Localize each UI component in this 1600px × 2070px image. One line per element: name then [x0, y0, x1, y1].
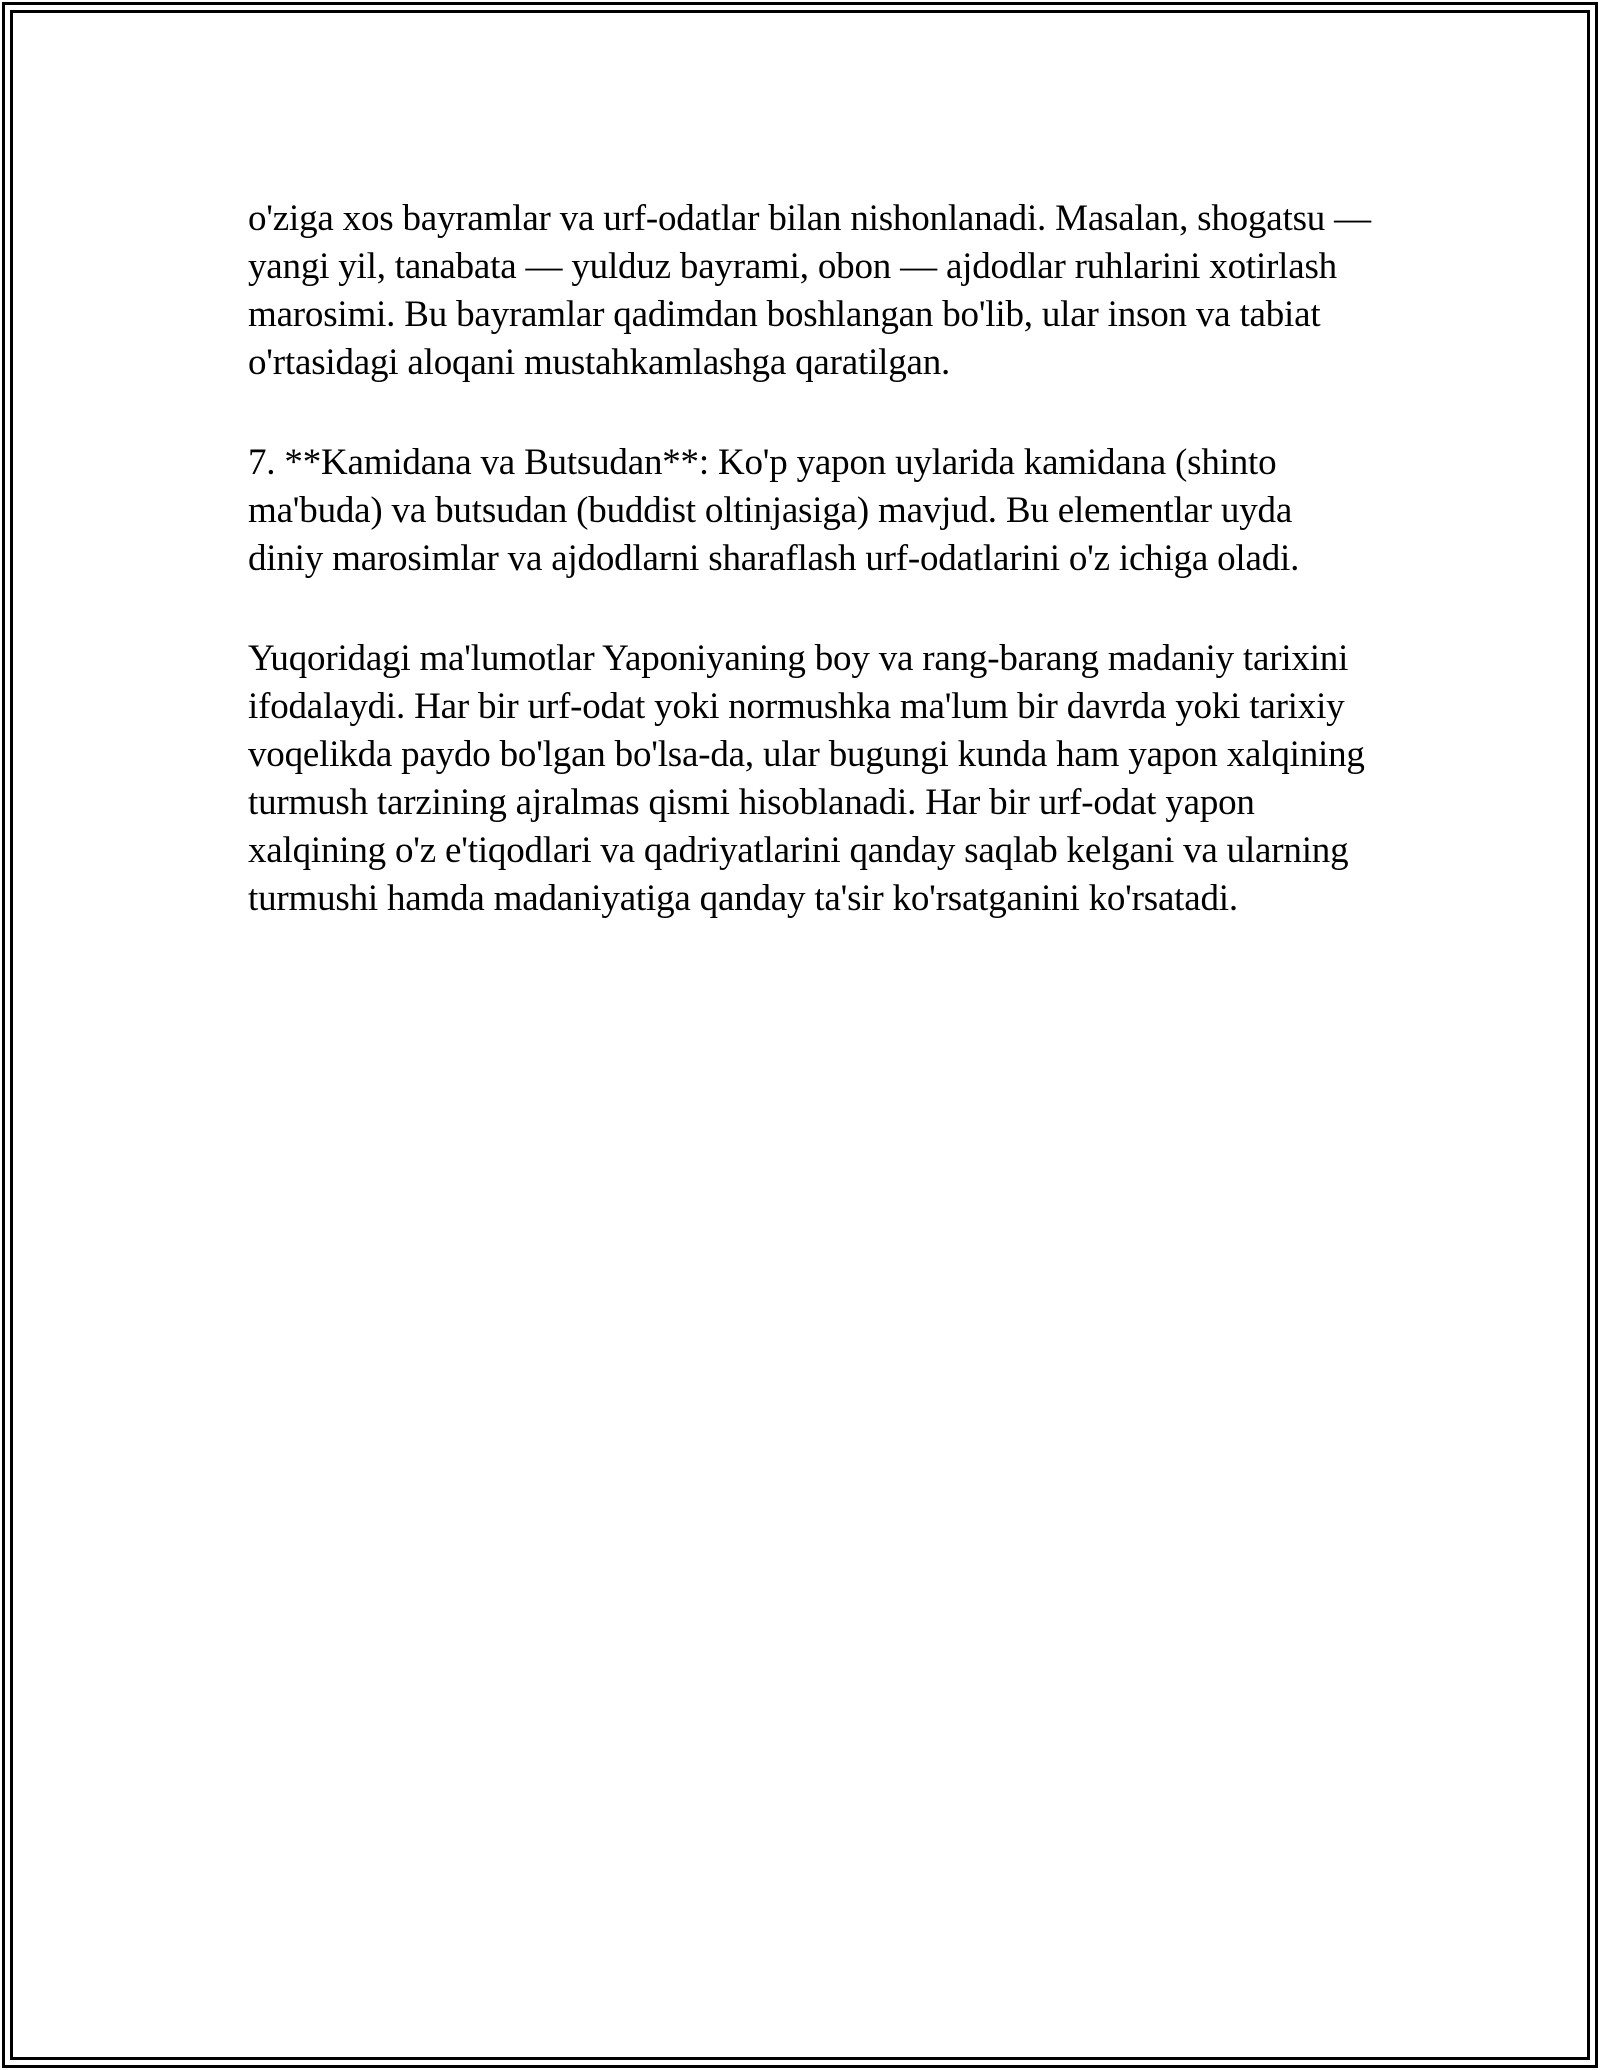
text-line: xalqining o'z e'tiqodlari va qadriyatlarini qanday saqlab kelgani va ularning [248, 830, 1349, 871]
text-line: voqelikda paydo bo'lgan bo'lsa-da, ular bugungi kunda ham yapon xalqining [248, 734, 1365, 775]
text-line: turmush tarzining ajralmas qismi hisoblanadi. Har bir urf-odat yapon [248, 782, 1255, 823]
text-line: ifodalaydi. Har bir urf-odat yoki normushka ma'lum bir davrda yoki tarixiy [248, 686, 1345, 727]
text-line: diniy marosimlar va ajdodlarni sharaflash urf-odatlarini o'z ichiga oladi. [248, 538, 1300, 579]
text-line: yangi yil, tanabata — yulduz bayrami, obon — ajdodlar ruhlarini xotirlash [248, 246, 1337, 287]
text-line: ma'buda) va butsudan (buddist oltinjasiga) mavjud. Bu elementlar uyda [248, 490, 1293, 531]
text-line: turmushi hamda madaniyatiga qanday ta'sir ko'rsatganini ko'rsatadi. [248, 878, 1238, 919]
text-line: 7. **Kamidana va Butsudan**: Ko'p yapon uylarida kamidana (shinto [248, 442, 1277, 483]
paragraph-conclusion [248, 635, 1418, 923]
paragraph-festivals [248, 195, 1418, 387]
page-inner-border [10, 10, 1590, 2060]
text-line: o'rtasidagi aloqani mustahkamlashga qaratilgan. [248, 342, 951, 383]
text-line: Yuqoridagi ma'lumotlar Yaponiyaning boy va rang-barang madaniy tarixini [248, 638, 1349, 679]
page-outer-border [2, 2, 1598, 2068]
document-body [248, 195, 1418, 975]
paragraph-kamidana-butsudan [248, 439, 1418, 583]
text-line: o'ziga xos bayramlar va urf-odatlar bilan nishonlanadi. Masalan, shogatsu — [248, 198, 1371, 239]
text-line: marosimi. Bu bayramlar qadimdan boshlangan bo'lib, ular inson va tabiat [248, 294, 1321, 335]
